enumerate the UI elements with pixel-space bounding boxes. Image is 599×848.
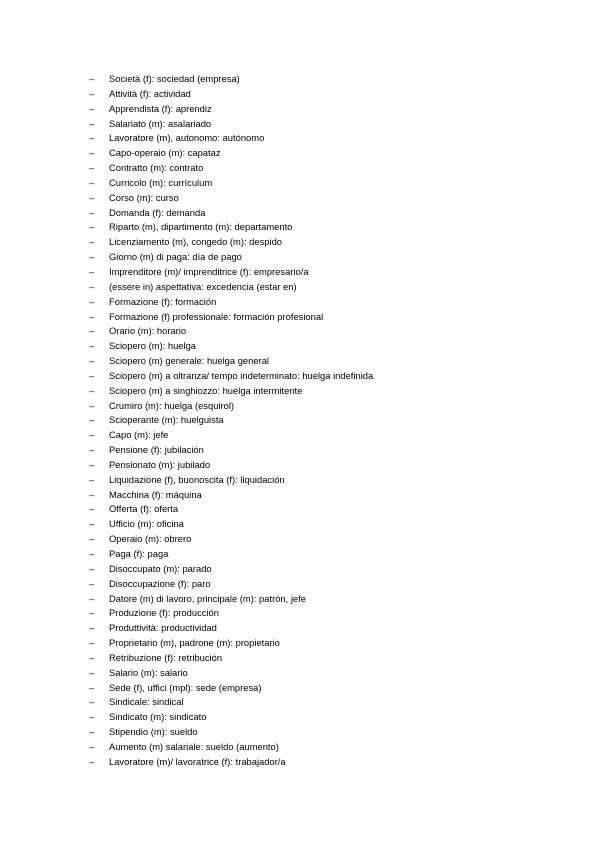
vocabulary-entry: Lavoratore (m), autonomo: autónomo <box>109 132 265 144</box>
list-item <box>89 606 569 621</box>
dash-bullet: – <box>89 117 95 129</box>
vocabulary-entry: Crumiro (m): huelga (esquirol) <box>109 399 235 411</box>
list-item <box>89 592 569 607</box>
list-item <box>89 547 569 562</box>
dash-bullet: – <box>89 533 95 545</box>
list-item <box>89 176 569 191</box>
dash-bullet: – <box>89 295 95 307</box>
list-item <box>89 636 569 651</box>
dash-bullet: – <box>89 325 95 337</box>
list-item <box>89 725 569 740</box>
list-item <box>89 399 569 414</box>
list-item <box>89 339 569 354</box>
dash-bullet: – <box>89 488 95 500</box>
list-item <box>89 72 569 87</box>
dash-bullet: – <box>89 681 95 693</box>
vocabulary-entry: Paga (f): paga <box>109 548 169 559</box>
dash-bullet: – <box>89 711 95 723</box>
dash-bullet: – <box>89 696 95 708</box>
vocabulary-entry: Licenziamento (m), congedo (m): despido <box>109 236 282 248</box>
dash-bullet: – <box>89 755 95 767</box>
vocabulary-entry: Liquidazione (f), buonoscita (f): liquidación <box>109 473 285 485</box>
list-item <box>89 324 569 339</box>
vocabulary-entry: Formazione (f) professionale: formación profesional <box>109 310 324 322</box>
dash-bullet: – <box>89 340 95 352</box>
vocabulary-entry: Disoccupazione (f): paro <box>109 577 211 589</box>
list-item <box>89 102 569 117</box>
list-item <box>89 384 569 399</box>
dash-bullet: – <box>89 740 95 752</box>
vocabulary-entry: Pensionato (m): jubilado <box>109 458 211 470</box>
vocabulary-entry: Sciopero (m) a singhiozzo: huelga intermitente <box>109 384 303 396</box>
dash-bullet: – <box>89 369 95 381</box>
dash-bullet: – <box>89 577 95 589</box>
vocabulary-entry: Sciopero (m) a oltranza/ tempo indeterminato: huelga indefinida <box>109 369 374 381</box>
vocabulary-entry: Lavoratore (m)/ lavoratrice (f): trabajador/a <box>109 755 286 767</box>
dash-bullet: – <box>89 280 95 292</box>
vocabulary-entry: Capo-operaio (m): capataz <box>109 147 221 159</box>
vocabulary-entry: Produttività: productividad <box>109 622 217 634</box>
dash-bullet: – <box>89 399 95 411</box>
list-item <box>89 502 569 517</box>
vocabulary-entry: Sciopero (m): huelga <box>109 340 197 352</box>
vocabulary-entry: Operaio (m): obrero <box>109 533 192 545</box>
vocabulary-entry: Scioperante (m): huelguista <box>109 414 224 426</box>
vocabulary-entry: Stipendio (m): sueldo <box>109 726 198 738</box>
dash-bullet: – <box>89 251 95 263</box>
list-item <box>89 577 569 592</box>
vocabulary-list <box>89 72 569 770</box>
list-item <box>89 131 569 146</box>
vocabulary-entry: Giorno (m) di paga: día de pago <box>109 251 242 263</box>
vocabulary-entry: Sindicato (m): sindicato <box>109 711 207 723</box>
list-item <box>89 562 569 577</box>
dash-bullet: – <box>89 562 95 574</box>
dash-bullet: – <box>89 87 95 99</box>
list-item <box>89 517 569 532</box>
dash-bullet: – <box>89 355 95 367</box>
dash-bullet: – <box>89 622 95 634</box>
vocabulary-entry: Produzione (f): producción <box>109 607 219 619</box>
list-item <box>89 87 569 102</box>
dash-bullet: – <box>89 726 95 738</box>
vocabulary-entry: Corso (m): curso <box>109 191 179 203</box>
list-item <box>89 532 569 547</box>
list-item <box>89 710 569 725</box>
vocabulary-entry: Curricolo (m): currículum <box>109 176 213 188</box>
dash-bullet: – <box>89 473 95 485</box>
list-item <box>89 413 569 428</box>
vocabulary-entry: Ufficio (m): oficina <box>109 518 184 530</box>
vocabulary-entry: Salariato (m): asalariado <box>109 117 212 129</box>
vocabulary-entry: Sindicale: sindical <box>109 696 184 708</box>
vocabulary-entry: Domanda (f): demanda <box>109 206 206 218</box>
vocabulary-entry: Imprenditore (m)/ imprenditrice (f): empresario/a <box>109 265 309 277</box>
list-item <box>89 235 569 250</box>
dash-bullet: – <box>89 503 95 515</box>
list-item <box>89 369 569 384</box>
dash-bullet: – <box>89 384 95 396</box>
list-item <box>89 755 569 770</box>
list-item <box>89 310 569 325</box>
vocabulary-entry: Contratto (m): contrato <box>109 162 204 174</box>
list-item <box>89 666 569 681</box>
dash-bullet: – <box>89 221 95 233</box>
dash-bullet: – <box>89 607 95 619</box>
vocabulary-entry: Orario (m): horario <box>109 325 187 337</box>
dash-bullet: – <box>89 265 95 277</box>
list-item <box>89 280 569 295</box>
dash-bullet: – <box>89 236 95 248</box>
vocabulary-entry: Retribuzione (f): retribución <box>109 651 223 663</box>
list-item <box>89 621 569 636</box>
dash-bullet: – <box>89 429 95 441</box>
dash-bullet: – <box>89 518 95 530</box>
vocabulary-entry: Attività (f): actividad <box>109 87 191 99</box>
list-item <box>89 161 569 176</box>
list-item <box>89 428 569 443</box>
dash-bullet: – <box>89 414 95 426</box>
list-item <box>89 473 569 488</box>
list-item <box>89 695 569 710</box>
list-item <box>89 117 569 132</box>
dash-bullet: – <box>89 206 95 218</box>
list-item <box>89 295 569 310</box>
dash-bullet: – <box>89 548 95 559</box>
list-item <box>89 220 569 235</box>
list-item <box>89 265 569 280</box>
list-item <box>89 458 569 473</box>
dash-bullet: – <box>89 637 95 649</box>
vocabulary-entry: Società (f): sociedad (empresa) <box>109 73 240 84</box>
vocabulary-entry: Pensione (f): jubilación <box>109 444 204 456</box>
dash-bullet: – <box>89 191 95 203</box>
list-item <box>89 681 569 696</box>
list-item <box>89 740 569 755</box>
list-item <box>89 206 569 221</box>
vocabulary-entry: Formazione (f): formación <box>109 295 217 307</box>
list-item <box>89 354 569 369</box>
vocabulary-entry: Offerta (f): oferta <box>109 503 179 515</box>
dash-bullet: – <box>89 162 95 174</box>
dash-bullet: – <box>89 444 95 456</box>
dash-bullet: – <box>89 666 95 678</box>
dash-bullet: – <box>89 592 95 604</box>
vocabulary-entry: Apprendista (f): aprendiz <box>109 102 212 114</box>
vocabulary-entry: Sciopero (m) generale: huelga general <box>109 355 269 367</box>
dash-bullet: – <box>89 651 95 663</box>
dash-bullet: – <box>89 147 95 159</box>
vocabulary-entry: Riparto (m), dipartimento (m): departamento <box>109 221 293 233</box>
vocabulary-entry: Capo (m): jefe <box>109 429 169 441</box>
dash-bullet: – <box>89 73 95 84</box>
dash-bullet: – <box>89 132 95 144</box>
vocabulary-entry: Salario (m): salario <box>109 666 188 678</box>
vocabulary-entry: Sede (f), uffici (mpl): sede (empresa) <box>109 681 262 693</box>
dash-bullet: – <box>89 310 95 322</box>
dash-bullet: – <box>89 458 95 470</box>
list-item <box>89 191 569 206</box>
vocabulary-entry: Aumento (m) salariale: sueldo (aumento) <box>109 740 279 752</box>
list-item <box>89 488 569 503</box>
vocabulary-entry: Disoccupato (m): parado <box>109 562 212 574</box>
list-item <box>89 250 569 265</box>
list-item <box>89 651 569 666</box>
vocabulary-entry: Datore (m) di lavoro, principale (m): patrón, jefe <box>109 592 306 604</box>
dash-bullet: – <box>89 102 95 114</box>
vocabulary-entry: Proprietario (m), padrone (m): propietario <box>109 637 280 649</box>
list-item <box>89 146 569 161</box>
vocabulary-entry: Macchina (f): máquina <box>109 488 202 500</box>
dash-bullet: – <box>89 176 95 188</box>
vocabulary-entry: (essere in) aspettativa: excedencia (estar en) <box>109 280 297 292</box>
list-item <box>89 443 569 458</box>
